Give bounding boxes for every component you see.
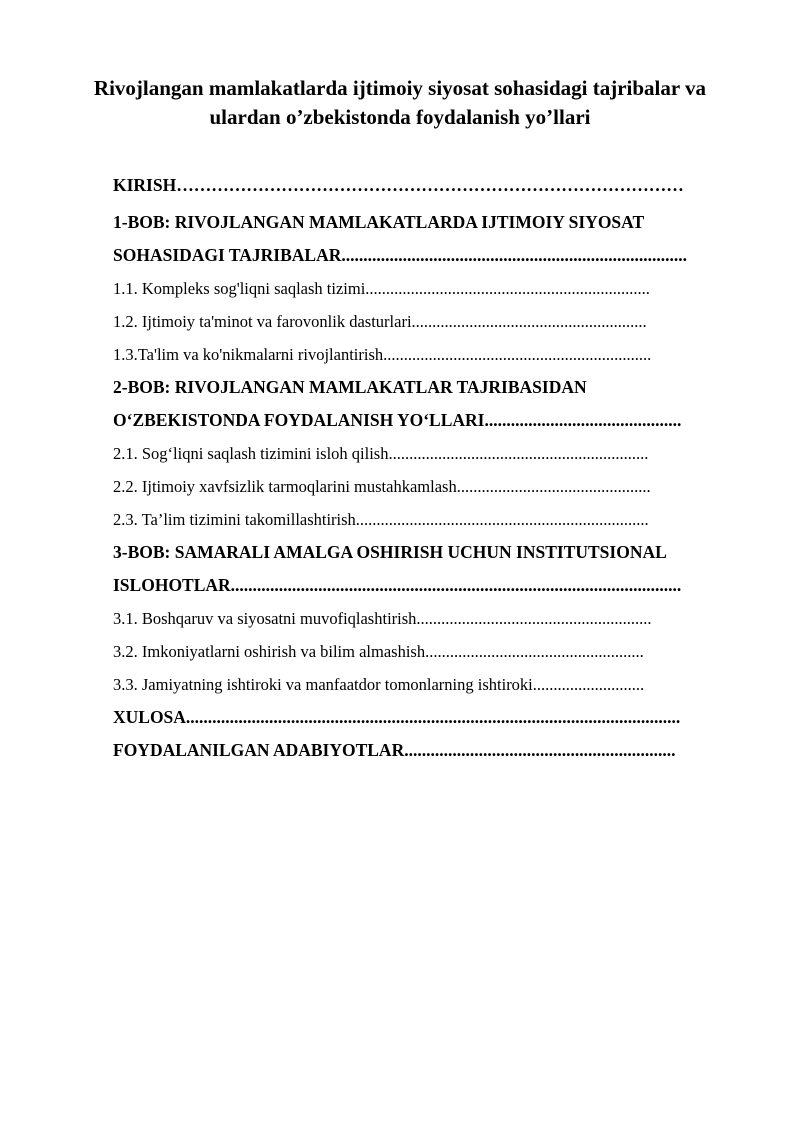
toc-entry-chapter-3-line-1: 3-BOB: SAMARALI AMALGA OSHIRISH UCHUN INSTITUTSIONAL (113, 542, 667, 562)
toc-entry-1-3: 1.3.Ta'lim va ko'nikmalarni rivojlantirish................................................................. (113, 345, 652, 364)
toc-entry-2-3: 2.3. Ta’lim tizimini takomillashtirish....................................................................... (113, 510, 649, 529)
toc-entry-xulosa: XULOSA................................................................................................................. (113, 707, 681, 727)
toc-entry-chapter-2-line-2: O‘ZBEKISTONDA FOYDALANISH YO‘LLARI............................................. (113, 410, 682, 430)
toc-entry-3-2: 3.2. Imkoniyatlarni oshirish va bilim almashish..................................................... (113, 642, 644, 661)
document-title (60, 74, 740, 132)
table-of-contents (113, 168, 738, 767)
toc-entry-kirish: KIRISH…………………………………………………………………………… (113, 175, 684, 195)
toc-entry-chapter-1-line-1: 1-BOB: RIVOJLANGAN MAMLAKATLARDA IJTIMOIY SIYOSAT (113, 212, 645, 232)
toc-entry-3-3: 3.3. Jamiyatning ishtiroki va manfaatdor tomonlarning ishtiroki........................... (113, 675, 645, 694)
toc-entry-chapter-2-line-1: 2-BOB: RIVOJLANGAN MAMLAKATLAR TAJRIBASIDAN (113, 377, 587, 397)
toc-entry-chapter-3-line-2: ISLOHOTLAR....................................................................................................... (113, 575, 682, 595)
toc-entry-2-2: 2.2. Ijtimoiy xavfsizlik tarmoqlarini mustahkamlash............................................... (113, 477, 651, 496)
toc-entry-2-1: 2.1. Sog‘liqni saqlash tizimini isloh qilish............................................................... (113, 444, 649, 463)
toc-entry-1-2: 1.2. Ijtimoiy ta'minot va farovonlik dasturlari......................................................... (113, 312, 647, 331)
toc-entry-chapter-1-line-2: SOHASIDAGI TAJRIBALAR............................................................................... (113, 245, 687, 265)
toc-entry-1-1: 1.1. Kompleks sog'liqni saqlash tizimi..................................................................... (113, 279, 650, 298)
toc-entry-references: FOYDALANILGAN ADABIYOTLAR.............................................................. (113, 740, 676, 760)
toc-entry-3-1: 3.1. Boshqaruv va siyosatni muvofiqlashtirish......................................................... (113, 609, 652, 628)
title-line-1: Rivojlangan mamlakatlarda ijtimoiy siyosat sohasidagi tajribalar va (93, 76, 707, 100)
title-line-2: ulardan o’zbekistonda foydalanish yo’llari (209, 105, 591, 129)
